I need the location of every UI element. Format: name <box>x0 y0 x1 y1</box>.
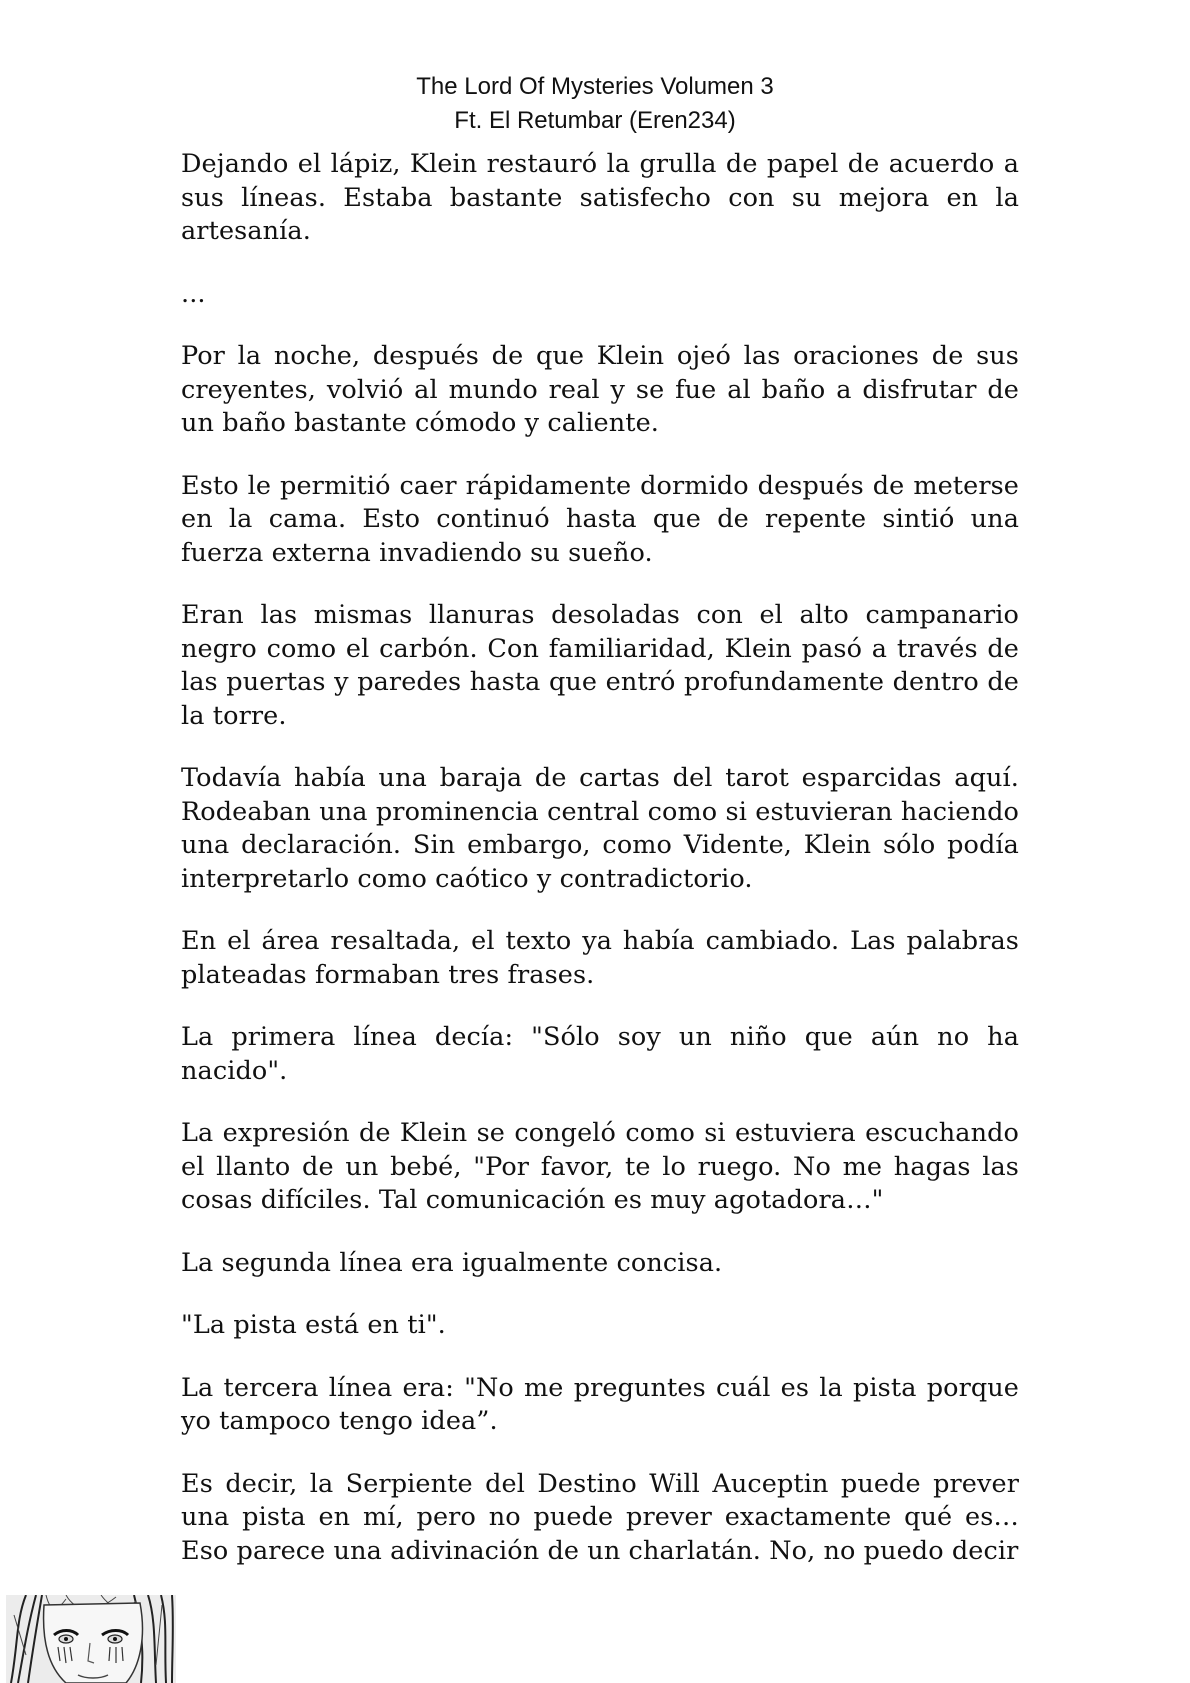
paragraph: Eran las mismas llanuras desoladas con el alto campanario negro como el carbón. Con familiaridad, Klein pasó a través de las puertas y paredes hasta que entró profundamente dentro de la torre. <box>181 600 1019 731</box>
paragraph: "La pista está en ti". <box>181 1310 446 1340</box>
paragraph: Todavía había una baraja de cartas del tarot esparcidas aquí. Rodeaban una prominencia central como si estuvieran haciendo una declaración. Sin embargo, como Vidente, Klein sólo podía interpretarlo como caótico y contradictorio. <box>181 763 1019 894</box>
page-body <box>181 148 1019 1597</box>
paragraph: La segunda línea era igualmente concisa. <box>181 1247 723 1278</box>
paragraph: La tercera línea era: "No me preguntes cuál es la pista porque yo tampoco tengo idea”. <box>181 1372 1019 1436</box>
paragraph: Es decir, la Serpiente del Destino Will Auceptin puede prever una pista en mí, pero no puede prever exactamente qué es… Eso parece una adivinación de un charlatán. No, no puedo decir <box>181 1468 1019 1566</box>
paragraph: ... <box>181 278 206 309</box>
paragraph: Por la noche, después de que Klein ojeó las oraciones de sus creyentes, volvió al mundo real y se fue al baño a disfrutar de un baño bastante cómodo y caliente. <box>181 341 1019 438</box>
book-title: The Lord Of Mysteries Volumen 3 <box>416 73 774 100</box>
page-header <box>0 70 1190 138</box>
manga-portrait-image <box>6 1595 176 1683</box>
paragraph: Esto le permitió caer rápidamente dormido después de meterse en la cama. Esto continuó hasta que de repente sintió una fuerza externa invadiendo su sueño. <box>181 470 1019 568</box>
paragraph: La expresión de Klein se congeló como si estuviera escuchando el llanto de un bebé, "Por favor, te lo ruego. No me hagas las cosas difíciles. Tal comunicación es muy agotadora…" <box>181 1118 1019 1215</box>
translator-credit: Ft. El Retumbar (Eren234) <box>454 107 736 134</box>
paragraph: La primera línea decía: "Sólo soy un niño que aún no ha nacido". <box>181 1022 1019 1086</box>
paragraph: Dejando el lápiz, Klein restauró la grulla de papel de acuerdo a sus líneas. Estaba bastante satisfecho con su mejora en la artesanía. <box>181 149 1019 246</box>
paragraph: En el área resaltada, el texto ya había cambiado. Las palabras plateadas formaban tres frases. <box>181 926 1019 990</box>
